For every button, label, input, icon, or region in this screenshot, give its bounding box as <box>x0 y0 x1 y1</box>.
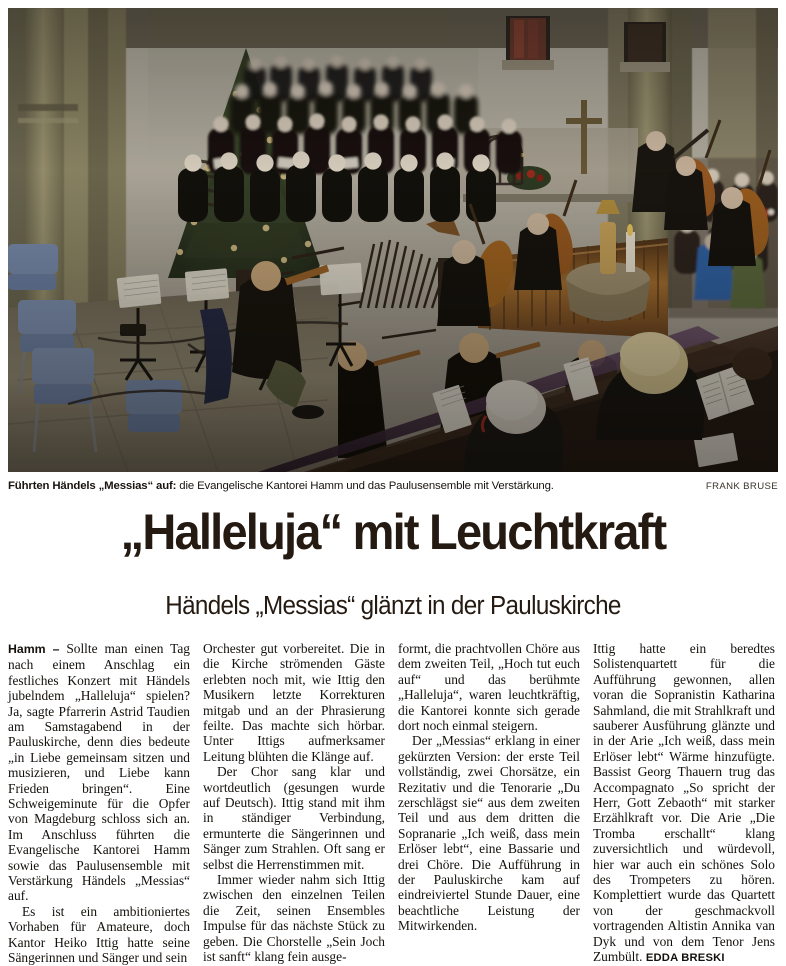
photo-credit: FRANK BRUSE <box>705 481 778 492</box>
dateline: Hamm – <box>8 641 60 656</box>
article-column-3 <box>398 641 580 966</box>
subheadline: Händels „Messias“ glänzt in der Pauluskirche <box>165 591 621 620</box>
caption-rest: die Evangelische Kantorei Hamm und das Paulusensemble mit Verstärkung. <box>176 480 554 492</box>
article-column-2 <box>203 641 385 966</box>
paragraph-text: Ittig hatte ein beredtes Solistenquartett für die Aufführung gewonnen, allen voran die Sopranistin Katharina Sahmland, die mit Strahlkraft und sauberer Ausführung glänzte und in der Arie „Ich weiß, dass mein Erlöser lebt“ Wärme hinzufügte. Bassist Georg Thauern trug das Accompagnato „So spricht der Herr, Gott Zebaoth“ mit starker Erzählkraft vor. Die Arie „Die Tromba erschallt“ klang zuversichtlich und würdevoll, hier war auch ein schönes Solo des Trompeters zu hören. Komplettiert wurde das Quartett von der geschmackvoll vortragenden Altistin Annika van Dyk und von dem Tenor Jens Zumbült. <box>593 640 775 965</box>
photo-caption <box>8 479 706 493</box>
paragraph: Orchester gut vorbereitet. Die in die Kirche strömenden Gäste erlebten noch mit, wie Ittig den Musikern letzte Korrekturen mitgab und an der Phrasierung feilte. Das machte sich hörbar. Unter Ittigs aufmerksamer Leitung blühten die Klänge auf. <box>203 640 385 764</box>
paragraph-text: Sollte man einen Tag nach einem Anschlag ein festliches Konzert mit Händels jubelndem „Halleluja“ spielen? Ja, sagte Pfarrerin Astrid Taudien am Samstagabend in der Pauluskirche, denn dies bedeute „in Liebe gemeinsam sitzen und musizieren, und Liebe kann Frieden bringen“. Eine Schweigeminute für die Opfer von Magdeburg schloss sich an. Im Anschluss führten die Evangelische Kantorei Hamm sowie das Paulusensemble mit Verstärkung Händels „Messias“ auf. <box>8 640 190 904</box>
newspaper-page <box>0 8 786 966</box>
paragraph <box>8 641 190 904</box>
article-body <box>8 641 778 966</box>
paragraph: Es ist ein ambitioniertes Vorhaben für Amateure, doch Kantor Heiko Ittig hatte seine Sängerinnen und Sänger und sein <box>8 903 190 966</box>
paragraph: Der „Messias“ erklang in einer gekürzten Version: der erste Teil vollständig, zwei Chorsätze, ein Rezitativ und die Tenorarie „Du zerschlägst sie“ aus dem zweiten Teil und aus dem dritten die Sopranarie „Ich weiß, dass mein Erlöser lebt“, eine Bassarie und drei Chöre. Die Aufführung in der Pauluskirche kam auf eindreiviertel Stunde Dauer, eine beachtliche Leistung der Mitwirkenden. <box>398 733 580 934</box>
paragraph: formt, die prachtvollen Chöre aus dem zweiten Teil, „Hoch tut euch auf“ und das berühmte „Halleluja“, waren leuchtkräftig, die Kantorei konnte sich gerade dort noch einmal steigern. <box>398 640 580 733</box>
paragraph: Immer wieder nahm sich Ittig zwischen den einzelnen Teilen die Zeit, seinen Ensembles Impulse für das nächste Stück zu geben. Die Chorstelle „Sein Joch ist sanft“ klang fein ausge- <box>203 872 385 965</box>
author-byline: EDDA BRESKI <box>645 952 725 965</box>
paragraph: Der Chor sang klar und wortdeutlich (gesungen wurde auf Deutsch). Ittig stand mit ihm in ständiger Verbindung, ermunterte die Sängerinnen und Sänger zum Strahlen. Oft sang er selbst die Herrenstimmen mit. <box>203 764 385 872</box>
article-photo <box>8 8 778 472</box>
caption-lead: Führten Händels „Messias“ auf: <box>8 480 177 492</box>
concert-photograph-image <box>8 8 778 472</box>
article-column-1 <box>8 641 190 966</box>
photo-svg <box>8 8 778 472</box>
headline: „Halleluja“ mit Leuchtkraft <box>120 504 666 561</box>
paragraph <box>593 641 775 966</box>
article-column-4 <box>593 641 775 966</box>
photo-caption-row <box>8 479 778 493</box>
